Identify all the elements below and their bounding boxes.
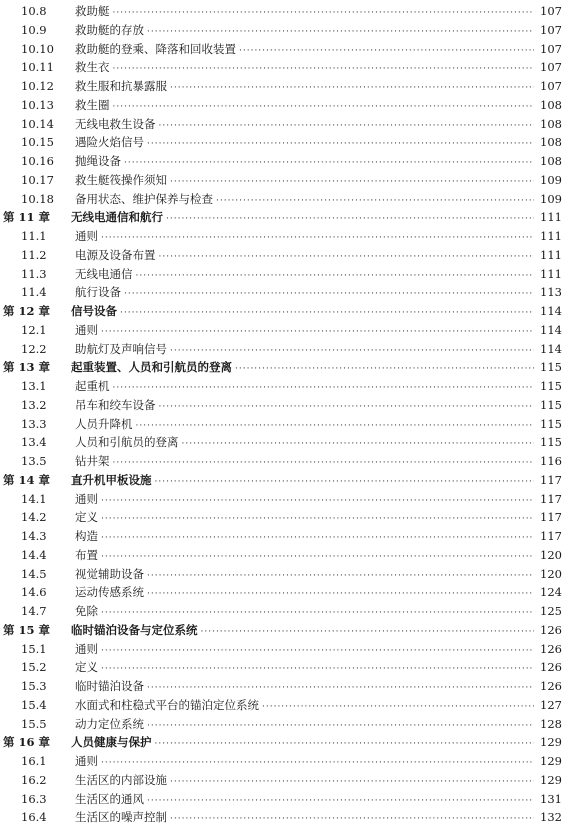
page-number: 107 xyxy=(540,4,562,18)
dot-leader xyxy=(170,810,534,829)
section-title: 助航灯及声响信号 xyxy=(75,341,167,356)
section-number: 12.2 xyxy=(21,341,47,356)
toc-section-row[interactable] xyxy=(0,583,569,602)
page-number: 115 xyxy=(540,397,562,412)
page-number: 111 xyxy=(540,266,562,281)
dot-leader xyxy=(113,379,535,398)
dot-leader xyxy=(124,285,534,304)
section-number: 14.5 xyxy=(21,566,47,581)
section-number: 16.4 xyxy=(21,810,47,825)
section-number: 13.4 xyxy=(21,435,47,450)
page-number: 114 xyxy=(540,341,562,356)
page-number: 107 xyxy=(540,79,562,93)
page-number: 129 xyxy=(540,735,562,750)
chapter-title: 无线电通信和航行 xyxy=(71,210,163,225)
toc-section-row[interactable] xyxy=(0,21,569,40)
section-title: 救助艇的登乘、降落和回收装置 xyxy=(75,41,236,56)
toc-section-row[interactable] xyxy=(0,677,569,696)
toc-section-row[interactable] xyxy=(0,321,569,340)
toc-section-row[interactable] xyxy=(0,377,569,396)
toc-chapter-row[interactable] xyxy=(0,358,569,377)
dot-leader xyxy=(101,229,534,248)
section-title: 人员和引航员的登离 xyxy=(75,435,179,450)
toc-section-row[interactable] xyxy=(0,433,569,452)
section-number: 14.6 xyxy=(21,585,47,600)
toc-section-row[interactable] xyxy=(0,715,569,734)
dot-leader xyxy=(113,98,535,117)
section-title: 吊车和绞车设备 xyxy=(75,397,156,412)
dot-leader xyxy=(170,79,534,98)
dot-leader xyxy=(101,660,534,679)
toc-section-row[interactable] xyxy=(0,546,569,565)
chapter-title: 人员健康与保护 xyxy=(71,735,152,750)
toc-section-row[interactable] xyxy=(0,508,569,527)
page-number: 108 xyxy=(540,154,562,168)
chapter-number: 第 11 章 xyxy=(3,210,51,225)
section-number: 10.13 xyxy=(21,97,54,112)
chapter-number: 第 13 章 xyxy=(3,360,51,375)
dot-leader xyxy=(170,773,534,792)
section-title: 通则 xyxy=(75,491,98,506)
toc-section-row[interactable] xyxy=(0,246,569,265)
page-number: 111 xyxy=(540,229,562,243)
section-title: 救生圈 xyxy=(75,97,110,112)
section-number: 13.2 xyxy=(21,397,47,412)
dot-leader xyxy=(201,623,535,642)
section-number: 15.3 xyxy=(21,679,47,693)
section-title: 生活区的噪声控制 xyxy=(75,810,167,825)
section-title: 生活区的通风 xyxy=(75,791,144,806)
page-number: 107 xyxy=(540,41,562,56)
page-number: 120 xyxy=(540,566,562,581)
toc-section-row[interactable] xyxy=(0,58,569,77)
chapter-number: 第 12 章 xyxy=(3,304,51,318)
page-number: 115 xyxy=(540,416,562,431)
toc-section-row[interactable] xyxy=(0,227,569,246)
toc-section-row[interactable] xyxy=(0,171,569,190)
page-number: 107 xyxy=(540,22,562,37)
page-number: 113 xyxy=(540,285,562,300)
section-title: 抛绳设备 xyxy=(75,154,121,168)
dot-leader xyxy=(113,4,535,23)
section-title: 起重机 xyxy=(75,379,110,393)
dot-leader xyxy=(101,548,534,567)
section-title: 通则 xyxy=(75,754,98,768)
section-title: 电源及设备布置 xyxy=(75,247,156,262)
toc-section-row[interactable] xyxy=(0,283,569,302)
toc-chapter-row[interactable] xyxy=(0,621,569,640)
toc-section-row[interactable] xyxy=(0,771,569,790)
page-number: 117 xyxy=(540,491,562,506)
toc-section-row[interactable] xyxy=(0,40,569,59)
toc-section-row[interactable] xyxy=(0,415,569,434)
page-number: 129 xyxy=(540,772,562,787)
dot-leader xyxy=(101,492,534,511)
section-number: 15.1 xyxy=(21,641,47,656)
section-number: 12.1 xyxy=(21,322,47,337)
toc-section-row[interactable] xyxy=(0,452,569,471)
dot-leader xyxy=(120,304,534,323)
section-number: 10.17 xyxy=(21,172,54,187)
page-number: 114 xyxy=(540,322,562,337)
section-title: 水面式和柱稳式平台的锚泊定位系统 xyxy=(75,697,259,712)
toc-section-row[interactable] xyxy=(0,115,569,134)
section-number: 10.11 xyxy=(21,60,54,75)
page-number: 124 xyxy=(540,585,562,600)
page-number: 115 xyxy=(540,360,562,375)
section-number: 10.18 xyxy=(21,191,54,206)
section-number: 14.4 xyxy=(21,547,47,562)
section-title: 通则 xyxy=(75,641,98,656)
chapter-number: 第 16 章 xyxy=(3,735,51,750)
dot-leader xyxy=(147,567,534,586)
section-title: 通则 xyxy=(75,229,98,243)
section-number: 10.10 xyxy=(21,41,54,56)
toc-section-row[interactable] xyxy=(0,490,569,509)
page-number: 111 xyxy=(540,247,562,262)
page-number: 125 xyxy=(540,604,562,618)
dot-leader xyxy=(216,192,534,211)
dot-leader xyxy=(159,248,535,267)
toc-section-row[interactable] xyxy=(0,265,569,284)
page-number: 115 xyxy=(540,435,562,450)
toc-section-row[interactable] xyxy=(0,133,569,152)
dot-leader xyxy=(113,60,535,79)
section-number: 13.3 xyxy=(21,416,47,431)
section-number: 13.5 xyxy=(21,454,47,468)
page-number: 126 xyxy=(540,622,562,637)
page-number: 126 xyxy=(540,641,562,656)
dot-leader xyxy=(235,360,534,379)
toc-section-row[interactable] xyxy=(0,752,569,771)
dot-leader xyxy=(147,585,534,604)
section-number: 13.1 xyxy=(21,379,47,393)
section-number: 11.2 xyxy=(21,247,47,262)
dot-leader xyxy=(147,792,534,811)
dot-leader xyxy=(262,698,534,717)
section-title: 航行设备 xyxy=(75,285,121,300)
dot-leader xyxy=(239,42,534,61)
chapter-title: 直升机甲板设施 xyxy=(71,472,152,487)
section-number: 15.5 xyxy=(21,716,47,731)
section-title: 免除 xyxy=(75,604,98,618)
page-number: 117 xyxy=(540,472,562,487)
section-title: 无线电救生设备 xyxy=(75,116,156,131)
page-number: 108 xyxy=(540,135,562,150)
chapter-title: 起重装置、人员和引航员的登离 xyxy=(71,360,232,375)
toc-section-row[interactable] xyxy=(0,96,569,115)
section-number: 10.14 xyxy=(21,116,54,131)
toc-section-row[interactable] xyxy=(0,190,569,209)
page-number: 117 xyxy=(540,510,562,525)
section-title: 救生服和抗暴露服 xyxy=(75,79,167,93)
dot-leader xyxy=(113,454,535,473)
page-number: 117 xyxy=(540,529,562,543)
dot-leader xyxy=(155,473,535,492)
dot-leader xyxy=(159,398,535,417)
section-number: 15.2 xyxy=(21,660,47,675)
toc-section-row[interactable] xyxy=(0,696,569,715)
dot-leader xyxy=(147,135,534,154)
toc-section-row[interactable] xyxy=(0,808,569,827)
toc-section-row[interactable] xyxy=(0,790,569,809)
dot-leader xyxy=(159,117,535,136)
section-number: 11.3 xyxy=(21,266,47,281)
dot-leader xyxy=(101,510,534,529)
toc-section-row[interactable] xyxy=(0,658,569,677)
section-title: 人员升降机 xyxy=(75,416,133,431)
section-number: 10.15 xyxy=(21,135,54,150)
section-title: 布置 xyxy=(75,547,98,562)
chapter-number: 第 14 章 xyxy=(3,472,51,487)
page-number: 127 xyxy=(540,697,562,712)
page-number: 108 xyxy=(540,116,562,131)
chapter-title: 临时锚泊设备与定位系统 xyxy=(71,622,198,637)
section-title: 动力定位系统 xyxy=(75,716,144,731)
section-number: 16.2 xyxy=(21,772,47,787)
toc-section-row[interactable] xyxy=(0,77,569,96)
dot-leader xyxy=(124,154,534,173)
toc-chapter-row[interactable] xyxy=(0,471,569,490)
dot-leader xyxy=(147,717,534,736)
section-title: 救助艇 xyxy=(75,4,110,18)
dot-leader xyxy=(155,735,535,754)
section-title: 定义 xyxy=(75,510,98,525)
dot-leader xyxy=(182,435,535,454)
section-number: 15.4 xyxy=(21,697,47,712)
toc-section-row[interactable] xyxy=(0,2,569,21)
chapter-title: 信号设备 xyxy=(71,304,117,318)
page-number: 116 xyxy=(540,454,562,468)
page-number: 126 xyxy=(540,679,562,693)
page-number: 107 xyxy=(540,60,562,75)
dot-leader xyxy=(101,642,534,661)
section-number: 14.2 xyxy=(21,510,47,525)
section-title: 备用状态、维护保养与检查 xyxy=(75,191,213,206)
section-number: 14.1 xyxy=(21,491,47,506)
section-title: 救助艇的存放 xyxy=(75,22,144,37)
toc-chapter-row[interactable] xyxy=(0,302,569,321)
page-number: 111 xyxy=(540,210,562,225)
page-number: 109 xyxy=(540,191,562,206)
page-number: 129 xyxy=(540,754,562,768)
section-title: 无线电通信 xyxy=(75,266,133,281)
section-number: 10.16 xyxy=(21,154,54,168)
section-title: 构造 xyxy=(75,529,98,543)
page-number: 109 xyxy=(540,172,562,187)
section-number: 16.1 xyxy=(21,754,47,768)
section-title: 通则 xyxy=(75,322,98,337)
page-number: 114 xyxy=(540,304,562,318)
page-number: 128 xyxy=(540,716,562,731)
page-number: 108 xyxy=(540,97,562,112)
chapter-number: 第 15 章 xyxy=(3,622,51,637)
page-number: 126 xyxy=(540,660,562,675)
page-number: 131 xyxy=(540,791,562,806)
section-number: 10.9 xyxy=(21,22,47,37)
section-number: 10.12 xyxy=(21,79,54,93)
dot-leader xyxy=(101,529,534,548)
section-number: 16.3 xyxy=(21,791,47,806)
section-number: 14.7 xyxy=(21,604,47,618)
toc-section-row[interactable] xyxy=(0,602,569,621)
dot-leader xyxy=(136,267,535,286)
toc-section-row[interactable] xyxy=(0,527,569,546)
section-title: 运动传感系统 xyxy=(75,585,144,600)
section-number: 14.3 xyxy=(21,529,47,543)
toc-section-row[interactable] xyxy=(0,396,569,415)
page-number: 115 xyxy=(540,379,562,393)
dot-leader xyxy=(170,173,534,192)
section-title: 救生衣 xyxy=(75,60,110,75)
section-title: 救生艇筏操作须知 xyxy=(75,172,167,187)
dot-leader xyxy=(136,417,535,436)
toc-section-row[interactable] xyxy=(0,640,569,659)
section-title: 临时锚泊设备 xyxy=(75,679,144,693)
toc-section-row[interactable] xyxy=(0,340,569,359)
toc-section-row[interactable] xyxy=(0,152,569,171)
section-number: 11.1 xyxy=(21,229,47,243)
toc-chapter-row[interactable] xyxy=(0,208,569,227)
toc-section-row[interactable] xyxy=(0,565,569,584)
page-number: 132 xyxy=(540,810,562,825)
section-title: 生活区的内部设施 xyxy=(75,772,167,787)
toc-chapter-row[interactable] xyxy=(0,733,569,752)
section-title: 定义 xyxy=(75,660,98,675)
section-title: 钻井架 xyxy=(75,454,110,468)
section-number: 10.8 xyxy=(21,4,47,18)
section-title: 视觉辅助设备 xyxy=(75,566,144,581)
dot-leader xyxy=(166,210,534,229)
section-number: 11.4 xyxy=(21,285,47,300)
section-title: 遇险火焰信号 xyxy=(75,135,144,150)
page-number: 120 xyxy=(540,547,562,562)
